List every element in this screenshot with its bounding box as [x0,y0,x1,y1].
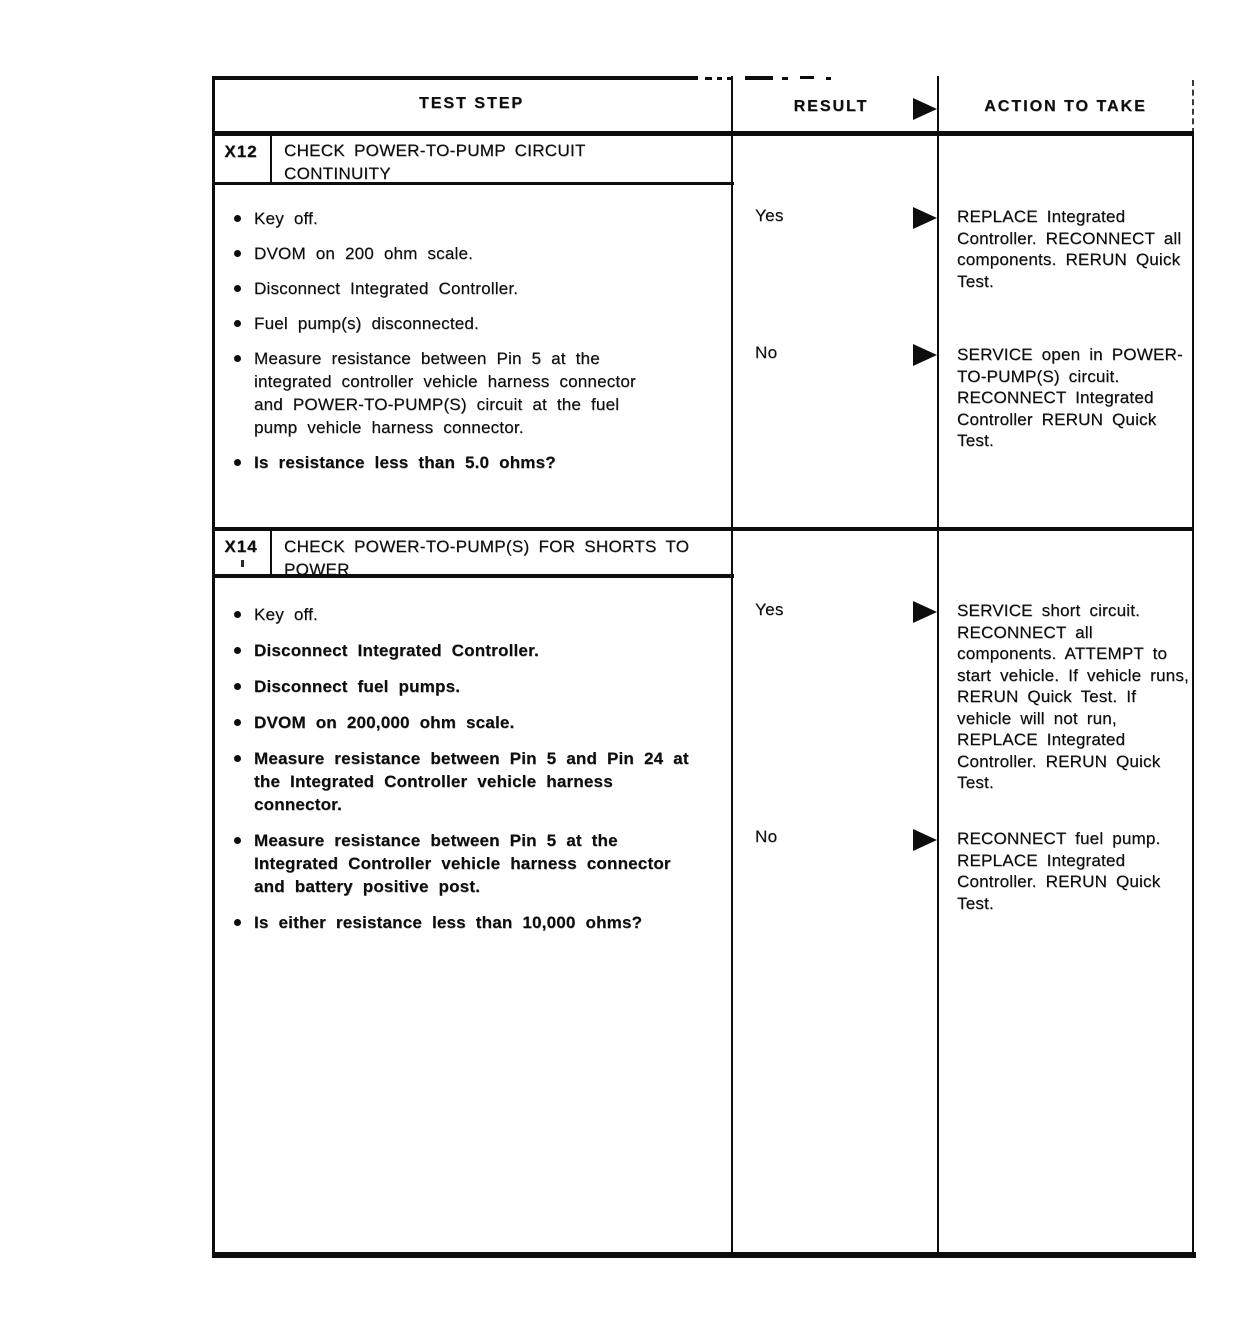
scan-dash [782,77,788,80]
scan-speck [241,560,244,567]
step-id-x12: X12 [224,142,258,161]
action-text: SERVICE short circuit. RECONNECT all components. ATTEMPT to start vehicle. If vehicle runs, RERUN Quick Test. If vehicle will not run, REPLACE Integrated Controller. RERUN Quick Test. [957,601,1189,792]
scan-dash [826,77,831,80]
column-header-result: RESULT [793,98,869,115]
instruction-item: Disconnect Integrated Controller. [234,639,696,662]
bullet-icon [234,459,241,466]
bullet-icon [234,647,241,654]
scan-dash [745,76,773,80]
scan-dash [705,77,712,80]
table-left-border [212,76,215,1258]
bullet-icon [234,355,241,362]
instruction-item: DVOM on 200 ohm scale. [234,242,671,265]
bullet-icon [234,215,241,222]
table-bottom-border [212,1252,1196,1258]
result-arrow-icon [913,601,937,623]
x12-label-divider [270,131,272,185]
action-text: REPLACE Integrated Controller. RECONNECT all components. RERUN Quick Test. [957,207,1182,291]
bullet-icon [234,320,241,327]
instruction-item: Measure resistance between Pin 5 and Pin 24 at the Integrated Controller vehicle harness connector. [234,747,696,816]
table-top-border [212,76,698,80]
bullet-icon [234,611,241,618]
scan-dash [800,76,814,79]
instruction-question: Is either resistance less than 10,000 ohms? [234,911,696,934]
x14-label-divider [270,531,272,577]
instruction-item: Measure resistance between Pin 5 at the Integrated Controller vehicle harness connector and battery positive post. [234,829,696,898]
instruction-item: Key off. [234,603,696,626]
test-instructions-x14 [234,603,696,947]
bullet-icon [234,719,241,726]
bullet-icon [234,250,241,257]
result-arrow-icon [913,207,937,229]
bullet-icon [234,837,241,844]
bullet-icon [234,683,241,690]
step-title-x12: CHECK POWER-TO-PUMP CIRCUIT CONTINUITY [284,141,586,183]
column-header-test-step: TEST STEP [418,95,525,112]
result-arrow-icon [913,344,937,366]
instruction-item: DVOM on 200,000 ohm scale. [234,711,696,734]
section-divider [212,527,1194,531]
result-arrow-icon [913,829,937,851]
instruction-item: Fuel pump(s) disconnected. [234,312,671,335]
instruction-item: Key off. [234,207,671,230]
result-value-no: No [755,827,778,846]
test-instructions-x12 [234,207,671,486]
result-value-yes: Yes [755,600,784,619]
scan-dash [717,77,722,80]
column-divider-result-action [937,76,939,1254]
instruction-question: Is resistance less than 5.0 ohms? [234,451,671,474]
result-value-no: No [755,343,778,362]
bullet-icon [234,755,241,762]
bullet-icon [234,285,241,292]
header-bottom-border [212,131,1194,136]
column-header-action: ACTION TO TAKE [984,98,1147,115]
bullet-icon [234,919,241,926]
action-text: SERVICE open in POWER-TO-PUMP(S) circuit. RECONNECT Integrated Controller RERUN Quick Test. [957,345,1183,450]
result-value-yes: Yes [755,206,784,225]
step-title-x14: CHECK POWER-TO-PUMP(S) FOR SHORTS TO POWER [284,537,690,579]
result-arrow-icon [913,98,937,120]
action-text: RECONNECT fuel pump. REPLACE Integrated Controller. RERUN Quick Test. [957,829,1161,913]
instruction-item: Disconnect fuel pumps. [234,675,696,698]
instruction-item: Measure resistance between Pin 5 at the integrated controller vehicle harness connector and POWER-TO-PUMP(S) circuit at the fuel pump vehicle harness connector. [234,347,671,439]
column-divider-test-result [731,76,733,1254]
step-id-x14: X14 [224,537,258,556]
instruction-item: Disconnect Integrated Controller. [234,277,671,300]
